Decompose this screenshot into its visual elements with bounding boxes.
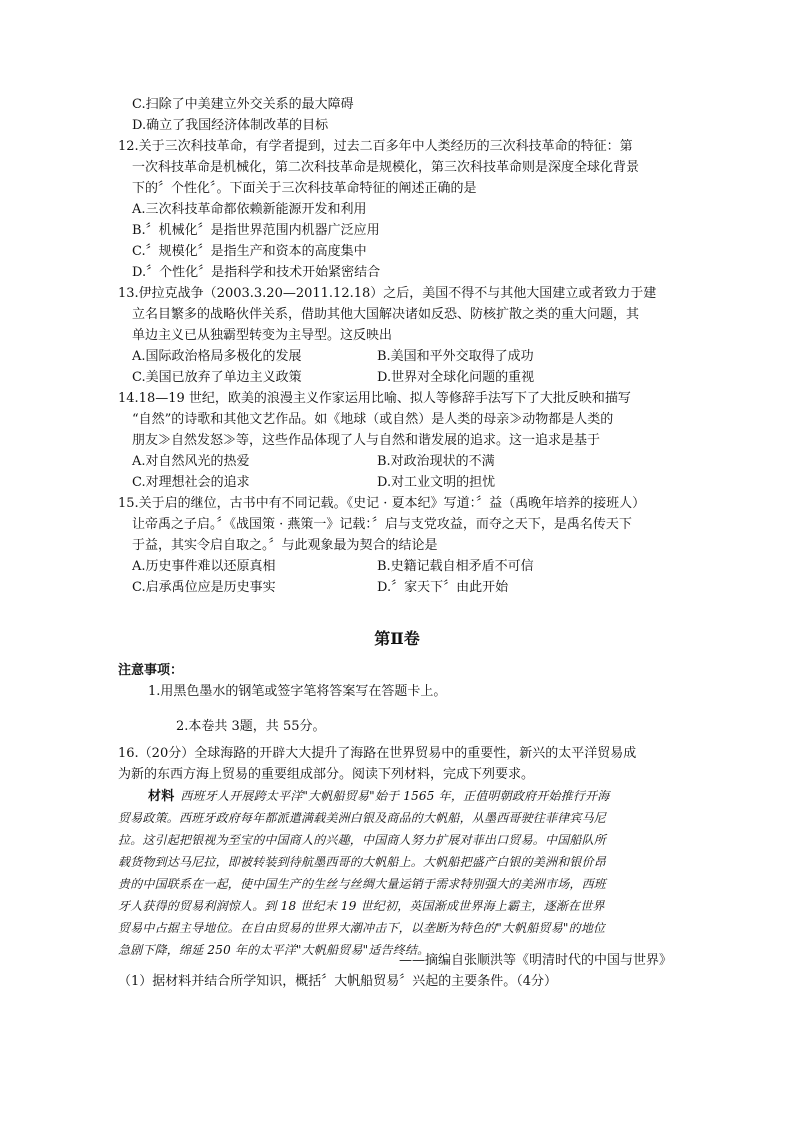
q11-option-d: D.确立了我国经济体制改革的目标 xyxy=(132,118,329,133)
q14-option-c: C.对理想社会的追求 xyxy=(132,475,250,490)
material-line4: 载货物到达马尼拉，即被转装到待航墨西哥的大帆船上。大帆船把盛产白银的美洲和银价昂 xyxy=(118,855,607,869)
q14-stem-line1: 14.18—19 世纪，欧美的浪漫主义作家运用比喻、拟人等修辞手法写下了大批反映和描写 xyxy=(118,391,631,406)
note-2: 2.本卷共 3题，共 55分。 xyxy=(176,719,326,734)
q11-option-c: C.扫除了中美建立外交关系的最大障碍 xyxy=(132,97,354,112)
q14-option-d: D.对工业文明的担忧 xyxy=(377,475,496,490)
q15-stem-line1: 15.关于启的继位，古书中有不同记载。《史记 · 夏本纪》写道：〞益（禹晚年培养的接班人） xyxy=(118,496,646,511)
q12-option-d: D.〞个性化〞是指科学和技术开始紧密结合 xyxy=(132,265,381,280)
q14-option-a: A.对自然风光的热爱 xyxy=(132,454,250,469)
material-line3: 拉。这引起把银视为至宝的中国商人的兴趣，中国商人努力扩展对菲出口贸易。中国船队所 xyxy=(118,833,607,847)
q14-stem-line2: “自然”的诗歌和其他文艺作品。如《地球（或自然）是人类的母亲≫动物都是人类的 xyxy=(132,412,614,427)
q12-stem-line1: 12.关于三次科技革命，有学者提到，过去二百多年中人类经历的三次科技革命的特征：第 xyxy=(118,139,633,154)
q13-option-d: D.世界对全球化问题的重视 xyxy=(377,370,535,385)
q12-stem-line2: 一次科技革命是机械化，第二次科技革命是规模化，第三次科技革命则是深度全球化背景 xyxy=(132,160,640,175)
q15-stem-line3: 于益，其实令启自取之。〞与此观象最为契合的结论是 xyxy=(132,538,438,553)
q15-option-b: B.史籍记载自相矛盾不可信 xyxy=(377,559,534,574)
q13-stem-line3: 单边主义已从独霸型转变为主导型。这反映出 xyxy=(132,328,393,343)
material-line6: 牙人获得的贸易利润惊人。到 18 世纪末 19 世纪初，英国渐成世界海上霸主，逐渐在世界 xyxy=(118,899,605,913)
q13-option-c: C.美国已放弃了单边主义政策 xyxy=(132,370,302,385)
material-line5: 贵的中国联系在一起，使中国生产的生丝与丝绸大量运销于需求特别强大的美洲市场，西班 xyxy=(118,877,607,891)
q15-option-c: C.启承禹位应是历史事实 xyxy=(132,580,276,595)
section-title: 第Ⅱ卷 xyxy=(374,629,420,648)
q15-option-a: A.历史事件难以还原真相 xyxy=(132,559,276,574)
q12-option-c: C.〞规模化〞是指生产和资本的高度集中 xyxy=(132,244,367,259)
q15-option-d: D.〞家天下〞由此开始 xyxy=(377,580,509,595)
q13-stem-line2: 立名目繁多的战略伙伴关系，借助其他大国解决诸如反恐、防核扩散之类的重大问题，其 xyxy=(132,307,640,322)
note-1: 1.用黑色墨水的钢笔或签字笔将答案写在答题卡上。 xyxy=(148,684,447,699)
q13-option-b: B.美国和平外交取得了成功 xyxy=(377,349,534,364)
q16-stem-line1: 16.（20分）全球海路的开辟大大提升了海路在世界贸易中的重要性，新兴的太平洋贸易成 xyxy=(118,746,637,761)
q13-stem-line1: 13.伊拉克战争（2003.3.20—2011.12.18）之后，美国不得不与其他大国建立或者致力于建 xyxy=(118,286,657,301)
material-line7: 贸易中占据主导地位。在自由贸易的世界大潮冲击下，以垄断为特色的"大帆船贸易"的地位 xyxy=(118,921,606,935)
q12-stem-line3: 下的〞个性化〞。下面关于三次科技革命特征的阐述正确的是 xyxy=(132,181,477,196)
material-line1 xyxy=(148,785,609,807)
q16-stem-line2: 为新的东西方海上贸易的重要组成部分。阅读下列材料，完成下列要求。 xyxy=(118,767,535,782)
q15-stem-line2: 让帝禹之子启。〞《战国策 · 燕策一》记载：〞启与支党攻益，而夺之天下，是禹名传天下 xyxy=(132,517,632,532)
q14-stem-line3: 朋友≫自然发怒≫等，这些作品体现了人与自然和谐发展的追求。这一追求是基于 xyxy=(132,433,601,448)
q12-option-b: B.〞机械化〞是指世界范围内机器广泛应用 xyxy=(132,223,380,238)
material-line8: 急剧下降，绵延 250 年的太平洋"大帆船贸易"适告终结。 xyxy=(118,943,430,957)
notes-heading: 注意事项： xyxy=(118,663,184,678)
q14-option-b: B.对政治现状的不满 xyxy=(377,454,495,469)
material-label: 材料 xyxy=(148,789,175,804)
q12-option-a: A.三次科技革命都依赖新能源开发和利用 xyxy=(132,202,367,217)
material-source: ——摘编自张顺洪等《明清时代的中国与世界》 xyxy=(398,953,672,968)
q16-subquestion-1: （1）据材料并结合所学知识，概括〞大帆船贸易〞兴起的主要条件。（4分） xyxy=(118,974,558,989)
material-text-1: 西班牙人开展跨太平洋"大帆船贸易"始于 1565 年，正值明朝政府开始推行开海 xyxy=(180,789,610,803)
material-line2: 贸易政策。西班牙政府每年都派遣满载美洲白银及商品的大帆船，从墨西哥驶往菲律宾马尼 xyxy=(118,811,607,825)
q13-option-a: A.国际政治格局多极化的发展 xyxy=(132,349,302,364)
